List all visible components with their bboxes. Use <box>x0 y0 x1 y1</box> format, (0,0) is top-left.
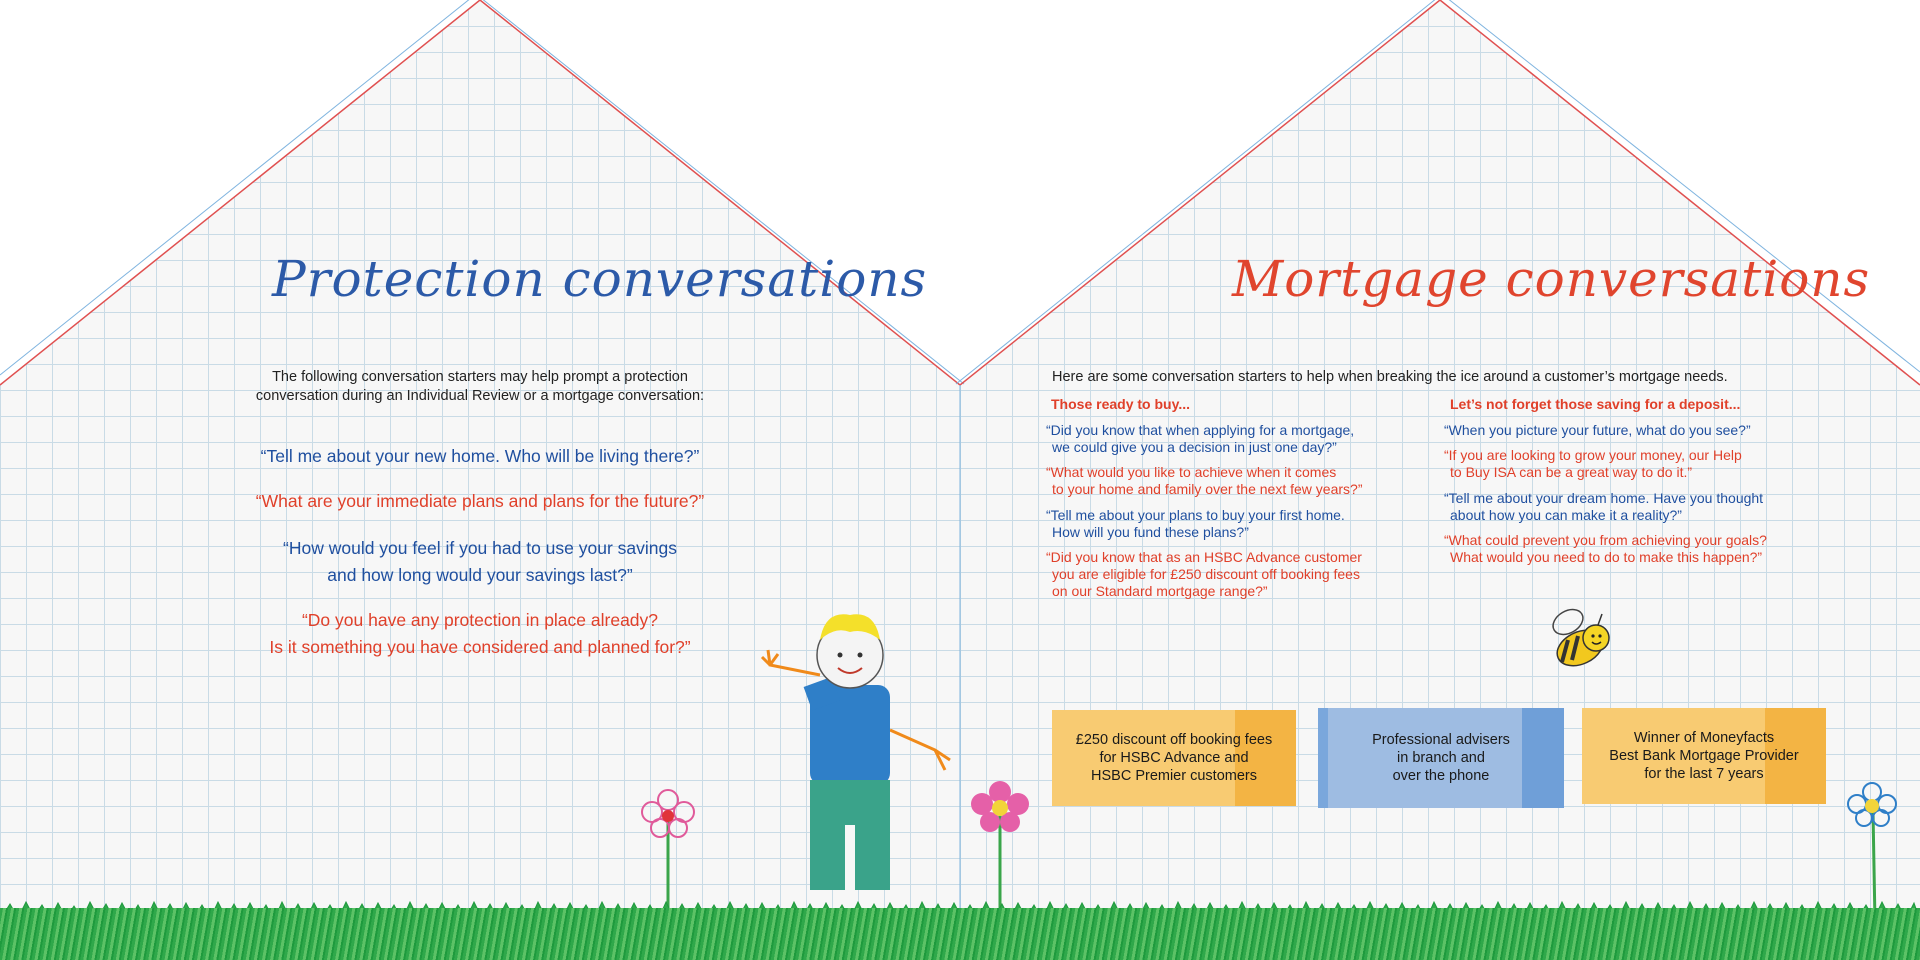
save-line-5: about how you can make it a reality?” <box>1450 507 1682 523</box>
protection-intro: The following conversation starters may help prompt a protection conversation during an Individual Review or a mortgage conversation: <box>255 369 705 404</box>
advisers-box-line-1: Professional advisers <box>1372 732 1510 748</box>
buy-line-1: “Did you know that when applying for a mortgage, <box>1046 422 1355 438</box>
buy-line-4: to your home and family over the next few years?” <box>1052 481 1363 497</box>
grass-drawing <box>0 908 1920 960</box>
protection-question-3a: “How would you feel if you had to use your savings <box>283 538 677 558</box>
save-line-1: “When you picture your future, what do you see?” <box>1444 422 1751 438</box>
discount-box-line-3: HSBC Premier customers <box>1091 768 1257 784</box>
saving-deposit-heading: Let’s not forget those saving for a deposit... <box>1450 396 1741 412</box>
award-box <box>1582 708 1826 804</box>
protection-question-3b: and how long would your savings last?” <box>327 565 633 585</box>
discount-box-line-2: for HSBC Advance and <box>1099 750 1249 766</box>
child-drawing <box>750 610 970 950</box>
mortgage-title: Mortgage conversations <box>1232 250 1871 308</box>
protection-question-2: “What are your immediate plans and plans for the future?” <box>255 491 705 511</box>
buy-line-9: on our Standard mortgage range?” <box>1052 583 1268 599</box>
discount-box-line-1: £250 discount off booking fees <box>1075 732 1273 748</box>
protection-question-4a: “Do you have any protection in place already? <box>301 610 659 630</box>
save-line-2: “If you are looking to grow your money, our Help <box>1444 447 1742 463</box>
award-box-line-2: Best Bank Mortgage Provider <box>1609 748 1799 764</box>
protection-question-4b: Is it something you have considered and planned for?” <box>269 637 691 657</box>
award-box-line-3: for the last 7 years <box>1644 766 1764 782</box>
mortgage-intro: Here are some conversation starters to help when breaking the ice around a customer’s mortgage needs. <box>1052 369 1728 385</box>
advisers-box-line-2: in branch and <box>1397 750 1485 766</box>
save-line-7: What would you need to do to make this happen?” <box>1450 549 1763 565</box>
buy-line-6: How will you fund these plans?” <box>1052 524 1249 540</box>
advisers-box-line-3: over the phone <box>1392 768 1490 784</box>
award-box-line-1: Winner of Moneyfacts <box>1633 730 1775 746</box>
advisers-box <box>1318 708 1564 808</box>
save-line-6: “What could prevent you from achieving your goals? <box>1444 532 1767 548</box>
protection-title: Protection conversations <box>272 250 928 308</box>
pink-flower-center <box>970 780 1032 920</box>
bee-drawing <box>1540 600 1620 680</box>
protection-question-1: “Tell me about your new home. Who will be living there?” <box>260 446 700 466</box>
buy-line-7: “Did you know that as an HSBC Advance customer <box>1046 549 1362 565</box>
discount-box <box>1052 710 1296 806</box>
save-line-3: to Buy ISA can be a great way to do it.” <box>1450 464 1693 480</box>
buy-line-2: we could give you a decision in just one day?” <box>1052 439 1337 455</box>
buy-line-8: you are eligible for £250 discount off booking fees <box>1052 566 1360 582</box>
save-line-4: “Tell me about your dream home. Have you thought <box>1444 490 1764 506</box>
buy-line-3: “What would you like to achieve when it comes <box>1046 464 1337 480</box>
buy-line-5: “Tell me about your plans to buy your first home. <box>1046 507 1345 523</box>
ready-to-buy-heading: Those ready to buy... <box>1051 396 1190 412</box>
